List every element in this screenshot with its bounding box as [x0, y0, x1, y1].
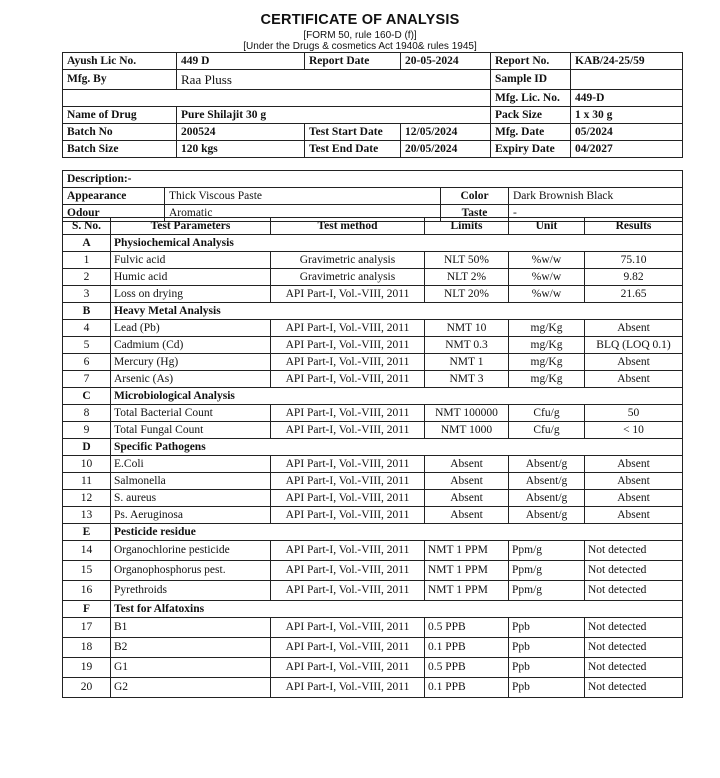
- row-number: 6: [63, 354, 111, 371]
- test-limit: 0.1 PPB: [425, 678, 509, 698]
- test-limit: Absent: [425, 473, 509, 490]
- row-number: 20: [63, 678, 111, 698]
- row-number: 12: [63, 490, 111, 507]
- mfg-lic-value: 449-D: [571, 90, 683, 107]
- row-number: 18: [63, 638, 111, 658]
- row-number: 13: [63, 507, 111, 524]
- test-method: API Part-I, Vol.-VIII, 2011: [271, 371, 425, 388]
- section-code: A: [63, 235, 111, 252]
- table-row: [63, 286, 683, 303]
- section-title: Specific Pathogens: [111, 439, 683, 456]
- blank-cell: [63, 90, 491, 107]
- test-parameter: Fulvic acid: [111, 252, 271, 269]
- table-row: [63, 456, 683, 473]
- test-limit: NMT 1000: [425, 422, 509, 439]
- report-no-label: Report No.: [491, 53, 571, 70]
- test-parameter: Ps. Aeruginosa: [111, 507, 271, 524]
- header-method: Test method: [271, 218, 425, 235]
- description-row: [63, 188, 683, 205]
- taste-label: Taste: [441, 205, 509, 222]
- row-number: 11: [63, 473, 111, 490]
- test-parameter: Cadmium (Cd): [111, 337, 271, 354]
- test-unit: Ppm/g: [509, 561, 585, 581]
- test-unit: Ppm/g: [509, 581, 585, 601]
- table-row: [63, 541, 683, 561]
- pack-size-value: 1 x 30 g: [571, 107, 683, 124]
- taste-value: -: [509, 205, 683, 222]
- test-limit: Absent: [425, 456, 509, 473]
- test-limit: 0.1 PPB: [425, 638, 509, 658]
- row-number: 8: [63, 405, 111, 422]
- test-limit: 0.5 PPB: [425, 618, 509, 638]
- header-results: Results: [585, 218, 683, 235]
- expiry-date-value: 04/2027: [571, 141, 683, 158]
- row-number: 7: [63, 371, 111, 388]
- section-title: Pesticide residue: [111, 524, 683, 541]
- test-method: API Part-I, Vol.-VIII, 2011: [271, 337, 425, 354]
- test-method: Gravimetric analysis: [271, 269, 425, 286]
- test-method: API Part-I, Vol.-VIII, 2011: [271, 422, 425, 439]
- info-row: [63, 107, 683, 124]
- color-label: Color: [441, 188, 509, 205]
- certificate-title: CERTIFICATE OF ANALYSIS: [260, 12, 460, 28]
- test-limit: NMT 1 PPM: [425, 561, 509, 581]
- test-method: API Part-I, Vol.-VIII, 2011: [271, 405, 425, 422]
- test-result: Not detected: [585, 581, 683, 601]
- section-title: Heavy Metal Analysis: [111, 303, 683, 320]
- test-parameter: Humic acid: [111, 269, 271, 286]
- test-end-value: 20/05/2024: [401, 141, 491, 158]
- test-result: Not detected: [585, 618, 683, 638]
- section-title: Physiochemical Analysis: [111, 235, 683, 252]
- test-parameter: Loss on drying: [111, 286, 271, 303]
- test-unit: Ppb: [509, 618, 585, 638]
- test-start-value: 12/05/2024: [401, 124, 491, 141]
- test-method: API Part-I, Vol.-VIII, 2011: [271, 581, 425, 601]
- test-result: Absent: [585, 371, 683, 388]
- batch-no-label: Batch No: [63, 124, 177, 141]
- row-number: 14: [63, 541, 111, 561]
- test-result: 50: [585, 405, 683, 422]
- section-code: E: [63, 524, 111, 541]
- test-limit: NMT 3: [425, 371, 509, 388]
- test-limit: 0.5 PPB: [425, 658, 509, 678]
- test-result: Absent: [585, 354, 683, 371]
- test-parameter: Organochlorine pesticide: [111, 541, 271, 561]
- test-method: API Part-I, Vol.-VIII, 2011: [271, 561, 425, 581]
- test-parameter: G2: [111, 678, 271, 698]
- report-date-value: 20-05-2024: [401, 53, 491, 70]
- test-limit: NMT 1 PPM: [425, 581, 509, 601]
- act-reference: [Under the Drugs & cosmetics Act 1940& rules 1945]: [243, 41, 477, 52]
- appearance-label: Appearance: [63, 188, 165, 205]
- info-row: [63, 53, 683, 70]
- table-row: [63, 561, 683, 581]
- info-row: [63, 70, 683, 90]
- test-result: Not detected: [585, 561, 683, 581]
- test-parameter: Pyrethroids: [111, 581, 271, 601]
- test-method: API Part-I, Vol.-VIII, 2011: [271, 507, 425, 524]
- test-limit: Absent: [425, 507, 509, 524]
- batch-size-label: Batch Size: [63, 141, 177, 158]
- row-number: 2: [63, 269, 111, 286]
- table-row: [63, 658, 683, 678]
- test-unit: Cfu/g: [509, 422, 585, 439]
- row-number: 10: [63, 456, 111, 473]
- test-limit: NLT 50%: [425, 252, 509, 269]
- test-unit: Absent/g: [509, 490, 585, 507]
- header-parameters: Test Parameters: [111, 218, 271, 235]
- test-result: Absent: [585, 456, 683, 473]
- batch-size-value: 120 kgs: [177, 141, 305, 158]
- test-method: API Part-I, Vol.-VIII, 2011: [271, 618, 425, 638]
- row-number: 17: [63, 618, 111, 638]
- test-result: Absent: [585, 320, 683, 337]
- test-result: Not detected: [585, 678, 683, 698]
- test-result: 9.82: [585, 269, 683, 286]
- table-row: [63, 473, 683, 490]
- test-result: 75.10: [585, 252, 683, 269]
- test-parameter: S. aureus: [111, 490, 271, 507]
- test-unit: Cfu/g: [509, 405, 585, 422]
- table-row: [63, 371, 683, 388]
- section-row: [63, 439, 683, 456]
- test-result: Not detected: [585, 658, 683, 678]
- odour-label: Odour: [63, 205, 165, 222]
- mfg-by-value: Raa Pluss: [177, 70, 491, 90]
- info-row: [63, 124, 683, 141]
- test-unit: Ppb: [509, 658, 585, 678]
- table-row: [63, 269, 683, 286]
- form-reference: [FORM 50, rule 160-D (f)]: [303, 30, 417, 41]
- drug-name-label: Name of Drug: [63, 107, 177, 124]
- row-number: 1: [63, 252, 111, 269]
- table-row: [63, 638, 683, 658]
- test-result: Absent: [585, 507, 683, 524]
- mfg-date-label: Mfg. Date: [491, 124, 571, 141]
- test-method: API Part-I, Vol.-VIII, 2011: [271, 354, 425, 371]
- table-row: [63, 337, 683, 354]
- test-unit: Absent/g: [509, 473, 585, 490]
- test-result: Absent: [585, 473, 683, 490]
- test-parameter: B1: [111, 618, 271, 638]
- test-start-label: Test Start Date: [305, 124, 401, 141]
- test-limit: NMT 0.3: [425, 337, 509, 354]
- section-row: [63, 388, 683, 405]
- row-number: 5: [63, 337, 111, 354]
- test-unit: mg/Kg: [509, 320, 585, 337]
- section-title: Test for Alfatoxins: [111, 601, 683, 618]
- test-unit: Absent/g: [509, 456, 585, 473]
- test-unit: %w/w: [509, 269, 585, 286]
- sample-id-value: [571, 70, 683, 90]
- test-result: Not detected: [585, 638, 683, 658]
- row-number: 19: [63, 658, 111, 678]
- pack-size-label: Pack Size: [491, 107, 571, 124]
- test-unit: Ppb: [509, 638, 585, 658]
- test-method: API Part-I, Vol.-VIII, 2011: [271, 658, 425, 678]
- test-unit: %w/w: [509, 252, 585, 269]
- test-method: API Part-I, Vol.-VIII, 2011: [271, 320, 425, 337]
- test-limit: NLT 20%: [425, 286, 509, 303]
- section-code: C: [63, 388, 111, 405]
- ayush-lic-label: Ayush Lic No.: [63, 53, 177, 70]
- test-result: BLQ (LOQ 0.1): [585, 337, 683, 354]
- section-title: Microbiological Analysis: [111, 388, 683, 405]
- test-parameter: B2: [111, 638, 271, 658]
- test-results-table: [62, 217, 683, 698]
- test-parameter: Total Fungal Count: [111, 422, 271, 439]
- report-date-label: Report Date: [305, 53, 401, 70]
- table-row: [63, 405, 683, 422]
- section-row: [63, 303, 683, 320]
- sample-id-label: Sample ID: [491, 70, 571, 90]
- header-unit: Unit: [509, 218, 585, 235]
- table-row: [63, 618, 683, 638]
- mfg-by-label: Mfg. By: [63, 70, 177, 90]
- test-limit: NMT 100000: [425, 405, 509, 422]
- test-unit: Ppb: [509, 678, 585, 698]
- test-unit: mg/Kg: [509, 371, 585, 388]
- test-method: API Part-I, Vol.-VIII, 2011: [271, 286, 425, 303]
- section-row: [63, 601, 683, 618]
- test-limit: NMT 10: [425, 320, 509, 337]
- mfg-lic-label: Mfg. Lic. No.: [491, 90, 571, 107]
- test-unit: mg/Kg: [509, 354, 585, 371]
- table-row: [63, 422, 683, 439]
- test-parameter: Salmonella: [111, 473, 271, 490]
- ayush-lic-value: 449 D: [177, 53, 305, 70]
- table-row: [63, 354, 683, 371]
- test-end-label: Test End Date: [305, 141, 401, 158]
- test-limit: NMT 1: [425, 354, 509, 371]
- mfg-date-value: 05/2024: [571, 124, 683, 141]
- table-row: [63, 490, 683, 507]
- table-row: [63, 320, 683, 337]
- test-parameter: E.Coli: [111, 456, 271, 473]
- batch-no-value: 200524: [177, 124, 305, 141]
- test-unit: %w/w: [509, 286, 585, 303]
- description-label: Description:-: [63, 171, 683, 188]
- test-method: API Part-I, Vol.-VIII, 2011: [271, 473, 425, 490]
- header-limits: Limits: [425, 218, 509, 235]
- test-parameter: Organophosphorus pest.: [111, 561, 271, 581]
- odour-value: Aromatic: [165, 205, 441, 222]
- info-row: [63, 141, 683, 158]
- test-limit: NLT 2%: [425, 269, 509, 286]
- table-row: [63, 581, 683, 601]
- test-method: API Part-I, Vol.-VIII, 2011: [271, 490, 425, 507]
- drug-name-value: Pure Shilajit 30 g: [177, 107, 491, 124]
- test-result: < 10: [585, 422, 683, 439]
- test-unit: Ppm/g: [509, 541, 585, 561]
- row-number: 9: [63, 422, 111, 439]
- section-row: [63, 235, 683, 252]
- row-number: 15: [63, 561, 111, 581]
- table-row: [63, 678, 683, 698]
- section-row: [63, 524, 683, 541]
- test-limit: Absent: [425, 490, 509, 507]
- color-value: Dark Brownish Black: [509, 188, 683, 205]
- test-parameter: Mercury (Hg): [111, 354, 271, 371]
- table-row: [63, 507, 683, 524]
- test-limit: NMT 1 PPM: [425, 541, 509, 561]
- row-number: 4: [63, 320, 111, 337]
- test-parameter: Lead (Pb): [111, 320, 271, 337]
- appearance-value: Thick Viscous Paste: [165, 188, 441, 205]
- report-no-value: KAB/24-25/59: [571, 53, 683, 70]
- test-unit: mg/Kg: [509, 337, 585, 354]
- test-unit: Absent/g: [509, 507, 585, 524]
- test-parameter: Arsenic (As): [111, 371, 271, 388]
- test-method: API Part-I, Vol.-VIII, 2011: [271, 638, 425, 658]
- table-row: [63, 252, 683, 269]
- certificate-info-table: [62, 52, 683, 158]
- section-code: D: [63, 439, 111, 456]
- test-results-body: [63, 218, 683, 698]
- test-result: 21.65: [585, 286, 683, 303]
- section-code: B: [63, 303, 111, 320]
- row-number: 16: [63, 581, 111, 601]
- header-sno: S. No.: [63, 218, 111, 235]
- test-parameter: G1: [111, 658, 271, 678]
- test-result: Absent: [585, 490, 683, 507]
- table-header-row: [63, 218, 683, 235]
- test-result: Not detected: [585, 541, 683, 561]
- test-parameter: Total Bacterial Count: [111, 405, 271, 422]
- test-method: API Part-I, Vol.-VIII, 2011: [271, 541, 425, 561]
- description-heading-row: [63, 171, 683, 188]
- section-code: F: [63, 601, 111, 618]
- row-number: 3: [63, 286, 111, 303]
- test-method: Gravimetric analysis: [271, 252, 425, 269]
- expiry-date-label: Expiry Date: [491, 141, 571, 158]
- test-method: API Part-I, Vol.-VIII, 2011: [271, 678, 425, 698]
- test-method: API Part-I, Vol.-VIII, 2011: [271, 456, 425, 473]
- description-table: [62, 170, 683, 222]
- info-row: [63, 90, 683, 107]
